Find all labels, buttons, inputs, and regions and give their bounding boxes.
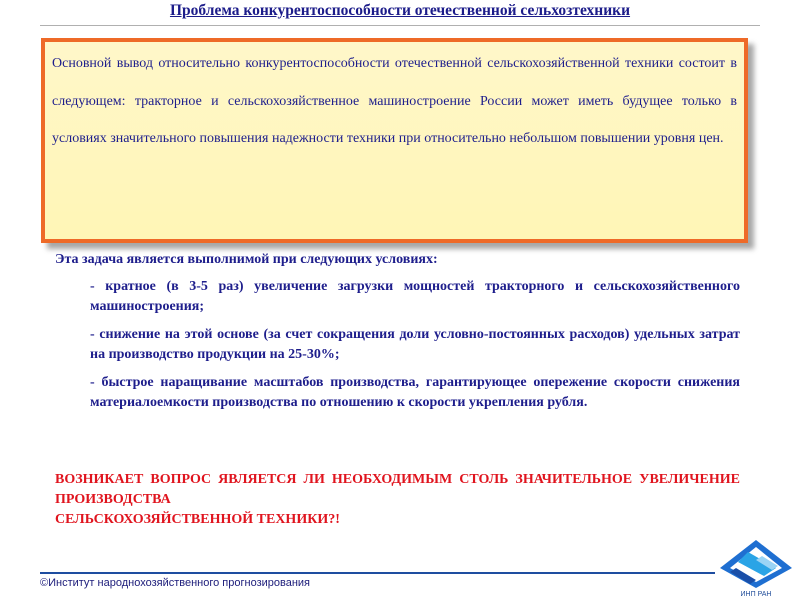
question-line-main: ВОЗНИКАЕТ ВОПРОС ЯВЛЯЕТСЯ ЛИ НЕОБХОДИМЫМ СТОЛЬ ЗНАЧИТЕЛЬНОЕ УВЕЛИЧЕНИЕ ПРОИЗВОДСТВА	[55, 472, 740, 507]
logo-caption: ИНП РАН	[740, 591, 772, 598]
question-line-last: СЕЛЬСКОХОЗЯЙСТВЕННОЙ ТЕХНИКИ?!	[55, 512, 340, 527]
question-text	[55, 470, 740, 530]
condition-item: - быстрое наращивание масштабов производства, гарантирующее опережение скорости снижения материалоемкости производства по отношению к скорости укрепления рубля.	[90, 375, 740, 410]
title-divider	[40, 25, 760, 26]
footer-copyright: ©Институт народнохозяйственного прогнозирования	[40, 577, 311, 589]
slide-title: Проблема конкурентоспособности отечественной сельхозтехники	[169, 2, 631, 19]
inp-ran-logo-icon	[718, 538, 794, 598]
conditions-list	[55, 277, 740, 412]
conclusion-box	[41, 38, 748, 243]
conditions-section	[55, 250, 740, 421]
conclusion-text: Основной вывод относительно конкурентоспособности отечественной сельскохозяйственной техники состоит в следующем: тракторное и сельскохозяйственное машиностроение России может иметь будущее только в условиях значительного повышения надежности техники при относительно небольшом повышении уровня цен.	[52, 56, 737, 146]
condition-item: - кратное (в 3-5 раз) увеличение загрузки мощностей тракторного и сельскохозяйственного машиностроения;	[90, 279, 740, 314]
conditions-intro: Эта задача является выполнимой при следующих условиях:	[55, 252, 438, 267]
condition-item: - снижение на этой основе (за счет сокращения доли условно-постоянных расходов) удельных затрат на производство продукции на 25-30%;	[90, 327, 740, 362]
footer-divider	[40, 572, 715, 574]
